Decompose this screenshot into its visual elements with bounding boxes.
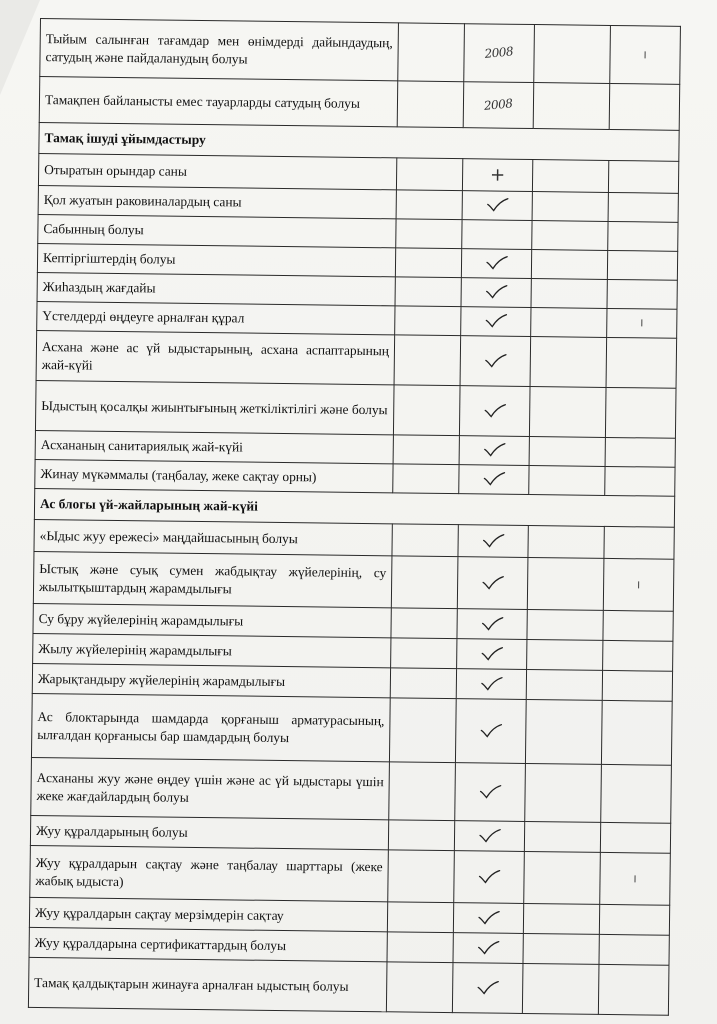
mark-cell-col3 bbox=[523, 933, 599, 964]
checklist-item-label: Жуу құралдарын сақтау және таңбалау шарттары (жеке жабық ыдыста) bbox=[30, 845, 389, 901]
inspection-checklist-table bbox=[28, 18, 681, 1016]
mark-cell-col2 bbox=[455, 763, 526, 822]
mark-cell-col2 bbox=[454, 821, 524, 852]
mark-cell-col2 bbox=[457, 609, 527, 640]
mark-cell-col2 bbox=[452, 963, 523, 1014]
checkmark-icon bbox=[481, 532, 505, 548]
mark-cell-col4 bbox=[603, 558, 674, 611]
checklist-row bbox=[36, 330, 677, 388]
checklist-row bbox=[39, 77, 680, 131]
mark-cell-col3 bbox=[531, 279, 607, 309]
checklist-item-label: Ас блоктарында шамдарда қорғаныш арматурасының, ылғалдан қорғанысы бар шамдардың болуы bbox=[31, 693, 390, 761]
mark-cell-col1 bbox=[386, 962, 453, 1013]
mark-cell-col2 bbox=[456, 669, 526, 700]
checklist-item-label: Жуу құралдарының болуы bbox=[30, 815, 388, 849]
mark-cell-col1 bbox=[396, 158, 462, 191]
mark-cell-col1 bbox=[395, 306, 461, 336]
mark-cell-col3 bbox=[529, 437, 605, 467]
checklist-item-label: Жылу жүйелерінің жарамдылығы bbox=[33, 633, 391, 667]
mark-cell-col4 bbox=[605, 387, 676, 438]
mark-cell-col1 bbox=[393, 464, 459, 494]
mark-cell-col3 bbox=[524, 851, 601, 904]
checklist-item-label: Тыйым салынған тағамдар мен өнімдерді дайындаудың, сатудың және пайдаланудың болуы bbox=[40, 19, 399, 81]
mark-cell-col2 bbox=[458, 525, 528, 558]
checkmark-icon bbox=[477, 868, 501, 884]
mark-cell-col3 bbox=[524, 821, 600, 852]
checkmark-icon bbox=[476, 909, 500, 925]
mark-cell-col1 bbox=[396, 190, 462, 220]
mark-cell-col4 bbox=[604, 526, 674, 559]
mark-cell-col1 bbox=[391, 556, 458, 609]
mark-cell-col3 bbox=[534, 25, 611, 84]
mark-cell-col2 bbox=[454, 851, 525, 904]
checklist-item-label: Тамақпен байланысты емес тауарларды сатудың болуы bbox=[39, 77, 398, 127]
checklist-row bbox=[35, 380, 676, 438]
mark-cell-col1 bbox=[391, 638, 457, 669]
checklist-row bbox=[28, 957, 669, 1015]
mark-cell-col4 bbox=[607, 308, 677, 338]
mark-cell-col1 bbox=[393, 385, 460, 436]
mark-cell-col2 bbox=[462, 159, 532, 192]
checklist-item-label: Тамақ қалдықтарын жинауға арналған ыдыстың болуы bbox=[28, 957, 387, 1011]
mark-cell-col3 bbox=[522, 963, 599, 1014]
checklist-item-label: Қол жуатын раковиналардың саны bbox=[38, 185, 396, 218]
checkmark-icon bbox=[483, 402, 507, 418]
mark-cell-col1 bbox=[387, 902, 453, 933]
mark-cell-col4 bbox=[598, 964, 669, 1015]
checkmark-icon bbox=[484, 284, 508, 300]
mark-cell-col3 bbox=[529, 387, 606, 438]
mark-cell-col2 bbox=[462, 191, 532, 221]
checklist-item-label: Үстелдерді өңдеуге арналған құрал bbox=[37, 301, 395, 334]
checklist-row bbox=[40, 19, 681, 85]
section-title: Тамақ ішуді ұйымдастыру bbox=[39, 122, 679, 161]
checkmark-icon bbox=[479, 675, 503, 691]
checkmark-icon bbox=[483, 352, 507, 368]
mark-cell-col2 bbox=[453, 903, 523, 934]
mark-cell-col3 bbox=[527, 609, 603, 640]
checklist-item-label: Жарықтандыру жүйелерінің жарамдылығы bbox=[32, 663, 390, 697]
mark-cell-col1 bbox=[388, 820, 454, 851]
mark-cell-col1 bbox=[387, 932, 453, 963]
checklist-row bbox=[31, 693, 672, 765]
checklist-item-label: Ыдыстың қосалқы жиынтығының жеткіліктілігі және болуы bbox=[35, 380, 394, 434]
mark-cell-col4 bbox=[605, 437, 675, 467]
checkmark-icon bbox=[481, 574, 505, 590]
pen-tick-mark bbox=[634, 875, 635, 882]
handwritten-note: 2008 bbox=[483, 96, 514, 113]
mark-cell-col4 bbox=[600, 852, 671, 905]
mark-cell-col2 bbox=[459, 436, 529, 466]
mark-cell-col1 bbox=[391, 608, 457, 639]
checklist-item-label: Ыстық және суық сумен жабдықтау жүйелерінің, су жылытқыштардың жарамдылығы bbox=[33, 551, 392, 607]
checklist-item-label: Асхана және ас үй ыдыстарының, асхана аспаптарының жай-күйі bbox=[36, 330, 395, 384]
checklist-item-label: Жуу құралдарына сертификаттардың болуы bbox=[29, 927, 387, 961]
mark-cell-col1 bbox=[395, 248, 461, 278]
mark-cell-col1 bbox=[388, 850, 455, 903]
checkmark-icon bbox=[480, 615, 504, 631]
mark-cell-col4 bbox=[610, 25, 681, 84]
mark-cell-col4 bbox=[608, 221, 678, 251]
mark-cell-col3 bbox=[525, 699, 602, 764]
mark-cell-col1 bbox=[398, 23, 465, 82]
mark-cell-col2 bbox=[459, 386, 530, 437]
mark-cell-col1 bbox=[390, 668, 456, 699]
mark-cell-col1 bbox=[389, 698, 456, 763]
mark-cell-col3 bbox=[532, 221, 608, 251]
mark-cell-col3 bbox=[523, 903, 599, 934]
mark-cell-col3 bbox=[531, 250, 607, 280]
mark-cell-col4 bbox=[603, 640, 673, 671]
checklist-item-label: Жиһаздың жағдайы bbox=[37, 272, 395, 305]
checkmark-icon bbox=[477, 827, 501, 843]
pen-tick-mark bbox=[638, 581, 639, 588]
mark-cell-col4 bbox=[599, 934, 669, 965]
checkmark-icon bbox=[478, 783, 502, 799]
checkmark-icon bbox=[476, 979, 500, 995]
pen-tick-mark bbox=[641, 320, 642, 327]
mark-cell-col1 bbox=[389, 762, 456, 821]
mark-cell-col1 bbox=[395, 277, 461, 307]
mark-cell-col4 bbox=[603, 610, 673, 641]
checklist-item-label: Асхананың санитариялық жай-күйі bbox=[35, 430, 393, 463]
mark-cell-col4 bbox=[601, 764, 672, 823]
mark-cell-col2 bbox=[461, 249, 531, 279]
mark-cell-col4 bbox=[607, 250, 677, 280]
mark-cell-col2 bbox=[461, 278, 531, 308]
checkmark-icon bbox=[482, 471, 506, 487]
mark-cell-col4 bbox=[607, 279, 677, 309]
mark-cell-col2 bbox=[463, 82, 534, 129]
mark-cell-col2 bbox=[455, 699, 526, 764]
mark-cell-col3 bbox=[533, 83, 610, 130]
mark-cell-col4 bbox=[605, 466, 675, 496]
checklist-row bbox=[33, 551, 674, 611]
mark-cell-col2 bbox=[457, 639, 527, 670]
mark-cell-col1 bbox=[392, 524, 458, 557]
mark-cell-col4 bbox=[606, 337, 677, 388]
mark-cell-col3 bbox=[525, 763, 602, 822]
checklist-item-label: Асхананы жуу және өңдеу үшін және ас үй ыдыстары үшін жеке жағдайлардың болуы bbox=[31, 757, 390, 819]
mark-cell-col2 bbox=[462, 220, 532, 250]
mark-cell-col3 bbox=[532, 160, 608, 193]
checklist-row bbox=[31, 757, 672, 823]
checklist-item-label: Кептіргіштердің болуы bbox=[37, 243, 395, 276]
checkmark-icon bbox=[476, 939, 500, 955]
pen-tick-mark bbox=[645, 51, 646, 58]
mark-cell-col4 bbox=[599, 904, 669, 935]
mark-cell-col1 bbox=[397, 81, 464, 128]
mark-cell-col2 bbox=[461, 307, 531, 337]
mark-cell-col3 bbox=[529, 466, 605, 496]
checklist-item-label: Сабынның болуы bbox=[38, 214, 396, 247]
checklist-item-label: «Ыдыс жуу ережесі» маңдайшасының болуы bbox=[34, 519, 392, 555]
checklist-item-label: Жуу құралдарын сақтау мерзімдерін сақтау bbox=[29, 897, 387, 931]
mark-cell-col3 bbox=[532, 192, 608, 222]
mark-cell-col3 bbox=[531, 308, 607, 338]
checklist-item-label: Отыратын орындар саны bbox=[38, 153, 396, 189]
checkmark-icon bbox=[484, 255, 508, 271]
handwritten-plus-mark: + bbox=[489, 164, 506, 186]
mark-cell-col2 bbox=[464, 24, 535, 83]
mark-cell-col4 bbox=[601, 700, 672, 765]
mark-cell-col3 bbox=[528, 526, 604, 559]
checklist-item-label: Су бұру жүйелерінің жарамдылығы bbox=[33, 603, 391, 637]
mark-cell-col1 bbox=[393, 435, 459, 465]
mark-cell-col4 bbox=[602, 670, 672, 701]
mark-cell-col2 bbox=[453, 933, 523, 964]
mark-cell-col4 bbox=[609, 83, 680, 130]
mark-cell-col3 bbox=[527, 639, 603, 670]
checkmark-icon bbox=[485, 197, 509, 213]
checkmark-icon bbox=[480, 645, 504, 661]
checkmark-icon bbox=[479, 722, 503, 738]
mark-cell-col2 bbox=[457, 557, 528, 610]
mark-cell-col4 bbox=[608, 160, 678, 193]
mark-cell-col1 bbox=[394, 335, 461, 386]
checkmark-icon bbox=[484, 313, 508, 329]
handwritten-note: 2008 bbox=[484, 44, 514, 61]
mark-cell-col3 bbox=[527, 558, 604, 611]
mark-cell-col4 bbox=[608, 192, 678, 222]
checklist-row bbox=[30, 845, 671, 905]
mark-cell-col4 bbox=[600, 822, 670, 853]
checkmark-icon bbox=[482, 442, 506, 458]
mark-cell-col2 bbox=[459, 465, 529, 495]
checklist-item-label: Жинау мүкәммалы (таңбалау, жеке сақтау орны) bbox=[35, 459, 393, 492]
mark-cell-col1 bbox=[396, 219, 462, 249]
page-fold-shadow bbox=[0, 0, 40, 95]
mark-cell-col2 bbox=[460, 336, 531, 387]
mark-cell-col3 bbox=[526, 669, 602, 700]
section-title: Ас блогы үй-жайларының жай-күйі bbox=[34, 488, 674, 527]
mark-cell-col3 bbox=[530, 337, 607, 388]
